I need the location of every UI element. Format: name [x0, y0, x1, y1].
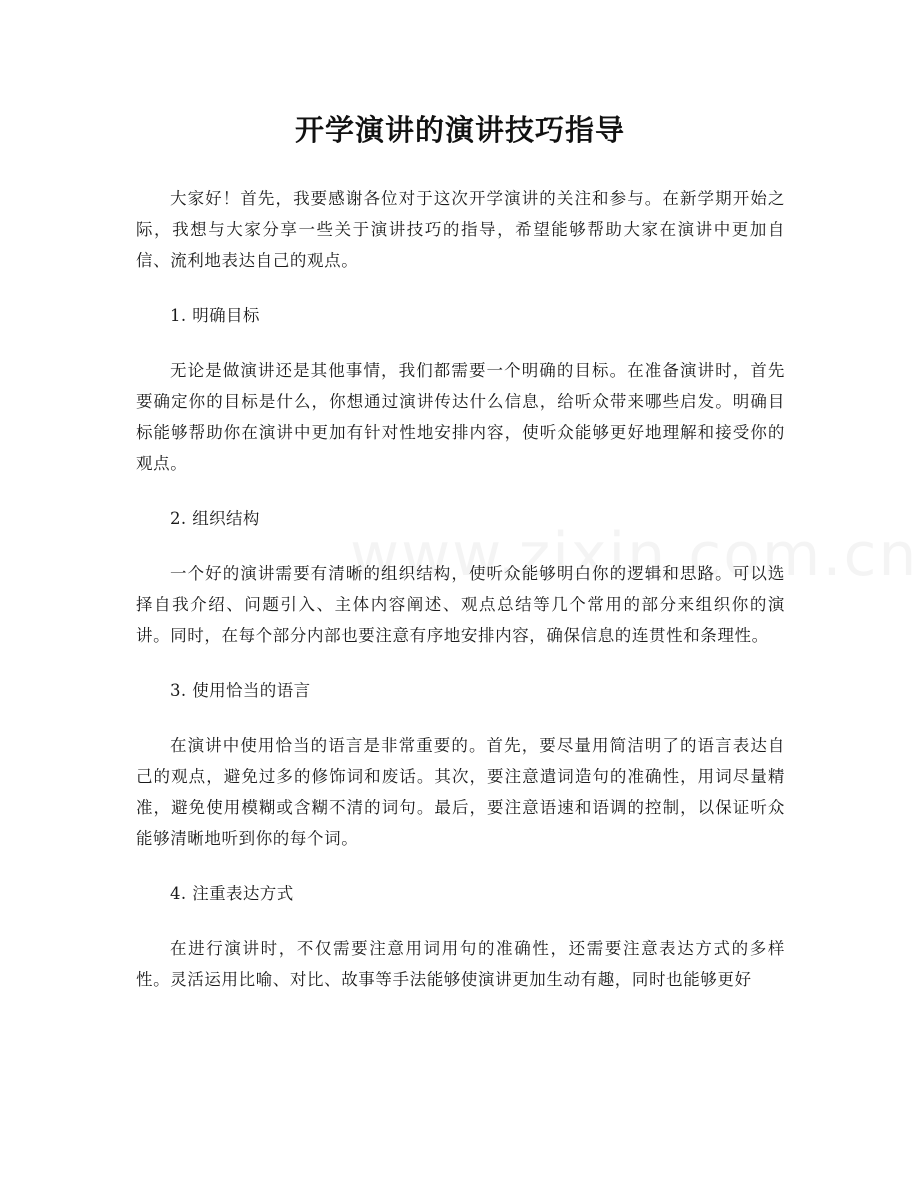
section-heading-4: 4. 注重表达方式: [170, 884, 294, 903]
intro-paragraph: 大家好！首先，我要感谢各位对于这次开学演讲的关注和参与。在新学期开始之际，我想与大家分享一些关于演讲技巧的指导，希望能够帮助大家在演讲中更加自信、流利地表达自己的观点。: [136, 189, 785, 270]
section-heading-3: 3. 使用恰当的语言: [170, 681, 311, 700]
section-heading-1: 1. 明确目标: [170, 306, 260, 325]
section-body-4: 在进行演讲时，不仅需要注意用词用句的准确性，还需要注意表达方式的多样性。灵活运用比喻、对比、故事等手法能够使演讲更加生动有趣，同时也能够更好: [136, 939, 785, 989]
document-body: [136, 183, 785, 1019]
document-title: 开学演讲的演讲技巧指导: [294, 113, 625, 147]
section-heading-2: 2. 组织结构: [170, 509, 260, 528]
section-body-3: 在演讲中使用恰当的语言是非常重要的。首先，要尽量用简洁明了的语言表达自己的观点，避免过多的修饰词和废话。其次，要注意遣词造句的准确性，用词尽量精准，避免使用模糊或含糊不清的词句。最后，要注意语速和语调的控制，以保证听众能够清晰地听到你的每个词。: [136, 736, 785, 848]
section-body-1: 无论是做演讲还是其他事情，我们都需要一个明确的目标。在准备演讲时，首先要确定你的目标是什么，你想通过演讲传达什么信息，给听众带来哪些启发。明确目标能够帮助你在演讲中更加有针对性地安排内容，使听众能够更好地理解和接受你的观点。: [136, 361, 785, 473]
section-body-2: 一个好的演讲需要有清晰的组织结构，使听众能够明白你的逻辑和思路。可以选择自我介绍、问题引入、主体内容阐述、观点总结等几个常用的部分来组织你的演讲。同时，在每个部分内部也要注意有序地安排内容，确保信息的连贯性和条理性。: [136, 564, 785, 645]
